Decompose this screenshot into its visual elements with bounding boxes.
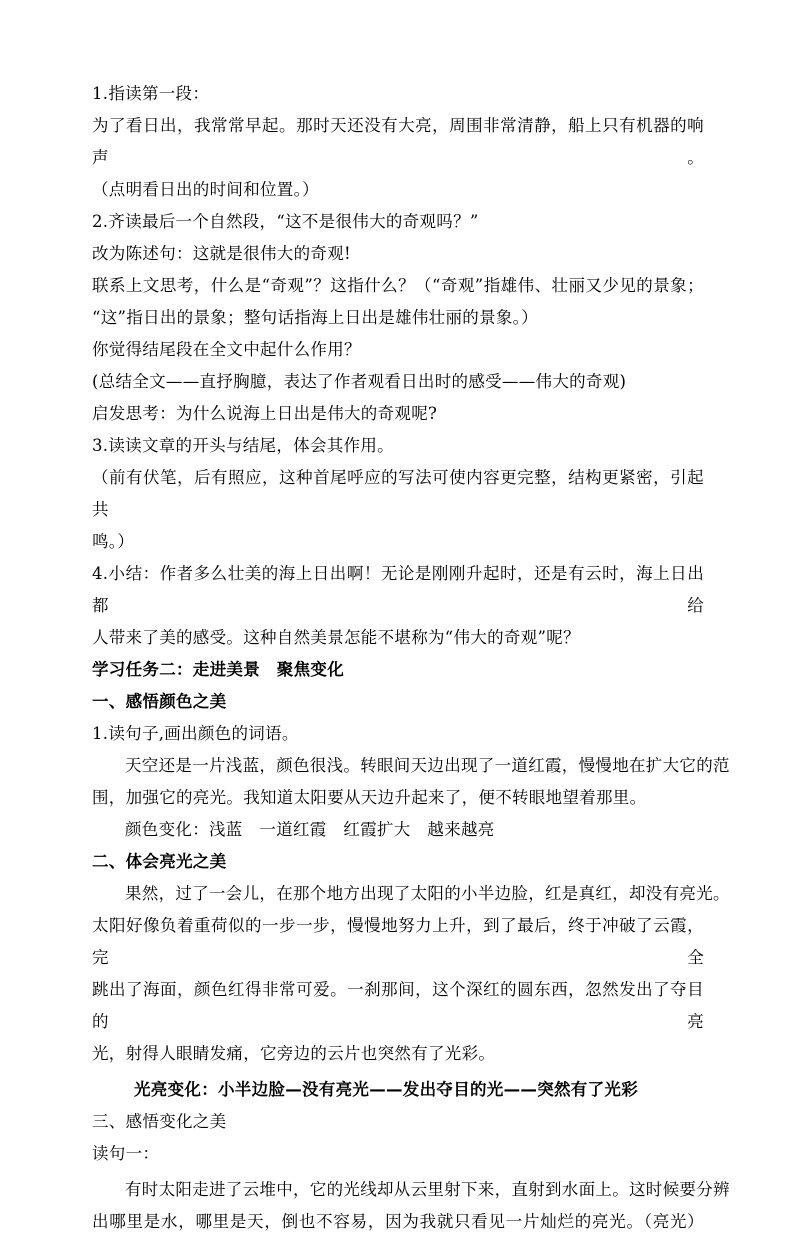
- task-2-heading: 学习任务二：走进美景 聚焦变化: [92, 660, 344, 679]
- quote-line: 天空还是一片浅蓝，颜色很浅。转眼间天边出现了一道红霞，慢慢地在扩大它的范: [125, 756, 730, 775]
- quote-line: 出哪里是水，哪里是天，倒也不容易，因为我就只看见一片灿烂的亮光。（亮光）: [92, 1212, 704, 1231]
- paragraph-line: “这”指日出的景象；整句话指海上日出是雄伟壮丽的景象。）: [92, 308, 539, 327]
- quote-line: 跳出了海面，颜色红得非常可爱。一刹那间，这个深红的圆东西，忽然发出了夺目的亮: [92, 980, 704, 1031]
- paragraph-line: 为了看日出，我常常早起。那时天还没有大亮，周围非常清静，船上只有机器的响声。: [92, 116, 704, 167]
- question-line: 你觉得结尾段在全文中起什么作用？: [92, 340, 361, 359]
- reading-label: 读句一：: [92, 1144, 160, 1163]
- annotation-line: （点明看日出的时间和位置。）: [92, 180, 319, 199]
- quote-line: 果然，过了一会儿，在那个地方出现了太阳的小半边脸，红是真红，却没有亮光。: [125, 884, 730, 903]
- document-page: [92, 78, 730, 1238]
- section-1-heading: 一、感悟颜色之美: [92, 692, 227, 711]
- section-2-heading: 二、体会亮光之美: [92, 852, 227, 871]
- section-3-heading: 三、感悟变化之美: [92, 1112, 227, 1131]
- annotation-line: （前有伏笔，后有照应，这种首尾呼应的写法可使内容更完整，结构更紧密，引起共: [92, 468, 704, 519]
- question-line: 启发思考：为什么说海上日出是伟大的奇观呢?: [92, 404, 438, 423]
- instruction-line: 1.读句子,画出颜色的词语。: [92, 724, 299, 743]
- color-change-line: 颜色变化：浅蓝 一道红霞 红霞扩大 越来越亮: [125, 820, 495, 839]
- quote-line: 有时太阳走进了云堆中，它的光线却从云里射下来，直射到水面上。这时候要分辨: [125, 1180, 730, 1199]
- quote-line: 太阳好像负着重荷似的一步一步，慢慢地努力上升，到了最后，终于冲破了云霞，完全: [92, 916, 704, 967]
- step-3-heading: 3.读读文章的开头与结尾，体会其作用。: [92, 436, 394, 455]
- paragraph-line: 改为陈述句：这就是很伟大的奇观!: [92, 244, 351, 263]
- step-1-heading: 1.指读第一段：: [92, 84, 210, 103]
- summary-line: 人带来了美的感受。这种自然美景怎能不堪称为“伟大的奇观”呢？: [92, 628, 580, 647]
- paragraph-line: 联系上文思考，什么是“奇观”？这指什么？（“奇观”指雄伟、壮丽又少见的景象；: [92, 276, 704, 295]
- quote-line: 光，射得人眼睛发痛，它旁边的云片也突然有了光彩。: [92, 1044, 496, 1063]
- light-change-line: 光亮变化：小半边脸—没有亮光——发出夺目的光——突然有了光彩: [134, 1080, 638, 1099]
- quote-line: 围，加强它的亮光。我知道太阳要从天边升起来了，便不转眼地望着那里。: [92, 788, 647, 807]
- annotation-line: (总结全文——直抒胸臆，表达了作者观看日出时的感受——伟大的奇观): [92, 372, 627, 391]
- annotation-line: 鸣。）: [92, 532, 135, 551]
- summary-line: 4.小结：作者多么壮美的海上日出啊！无论是刚刚升起时，还是有云时，海上日出都给: [92, 564, 704, 615]
- step-2-heading: 2.齐读最后一个自然段，“这不是很伟大的奇观吗？”: [92, 212, 479, 231]
